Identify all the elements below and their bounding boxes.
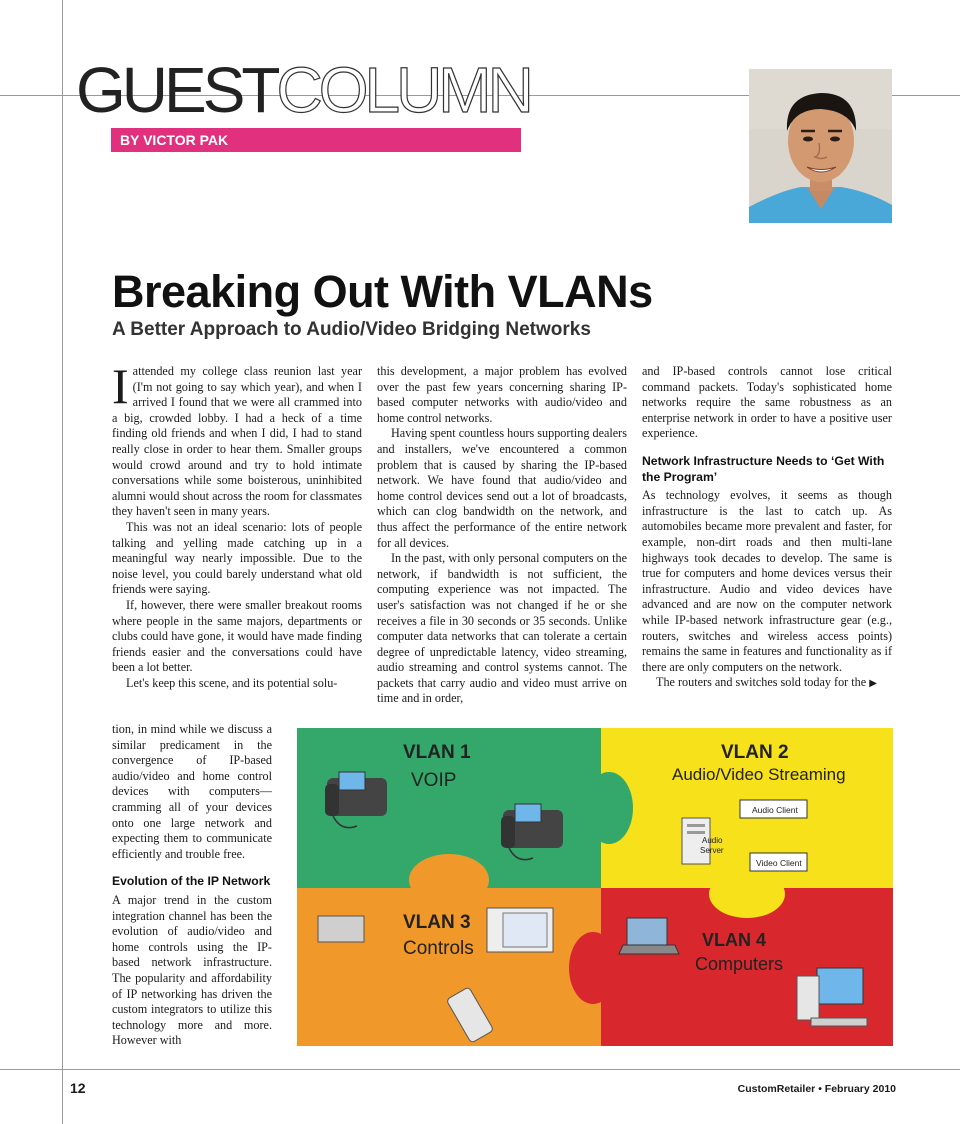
puzzle-tab (409, 854, 489, 906)
paragraph: Having spent countless hours supporting dealers and installers, we've encountered a common problem that is caused by sharing the IP-based network. We have found that audio/video and home control devices send out a lot of broadcasts, which can clog bandwidth on the network, and thus affect the performance of the entire network for all devices. (377, 426, 627, 550)
video-client-label: Video Client (756, 858, 802, 868)
paragraph: this development, a major problem has evolved over the past few years concerning sharing IP-based computer networks with audio/video and home control networks. (377, 364, 627, 425)
left-margin-rule (62, 0, 63, 1124)
vlan1-subtitle: VOIP (411, 770, 457, 791)
paragraph: A major trend in the custom integration channel has been the evolution of audio/video and home controls using the IP-based network infrastructure. The popularity and affordability of IP networking has driven the custom integrators to utilize this technology more and more. However with (112, 892, 272, 1048)
continue-arrow-icon: ▶ (869, 678, 877, 690)
column-1-bottom (112, 722, 272, 1049)
paragraph: This was not an ideal scenario: lots of people talking and yelling made catching up in a meaningful way nearly impossible. Due to the noise level, you could barely understand what old friends were saying. (112, 519, 362, 597)
audio-server-label-1: Audio (702, 836, 723, 845)
control-processor-icon (318, 916, 364, 942)
footer-rule (0, 1069, 960, 1070)
paragraph: In the past, with only personal computers on the network, if bandwidth is not sufficient, the computing experience was not impacted. The user's satisfaction was not changed if he or she receives a file in 30 seconds or 35 seconds. Unlike computer data networks that can tolerate a certain degree of unpredictable latency, video streaming, audio streaming and control systems cannot. The packets that carry audio and video must arrive on time and in order, (377, 551, 627, 706)
paragraph: and IP-based controls cannot lose critical command packets. Today's sophisticated home networks require the same robustness as an enterprise network in order to have a positive user experience. (642, 364, 892, 441)
paragraph: Let's keep this scene, and its potential solu- (126, 675, 338, 690)
paragraph: The routers and switches sold today for the (656, 675, 867, 690)
drop-cap: I (112, 358, 129, 414)
paragraph: As technology evolves, it seems as though infrastructure is the last to catch up. As automobiles became more prevalent and faster, for example, non-dirt roads and then multi-lane highways took decades to develop. The same is true for computers and home devices versus their infrastructure. Audio and video devices have advanced and are now on the computer network while IP-based network infrastructure gear (e.g., routers, switches and wireless access points) remains the same in features and functionality as if there are only computers on the network. (642, 488, 892, 674)
kicker-guest: GUEST (76, 54, 277, 126)
vlan4-subtitle: Computers (695, 954, 784, 974)
vlan4-title: VLAN 4 (702, 930, 767, 950)
audio-server-label-2: Server (700, 846, 724, 855)
column-1-top (112, 358, 362, 691)
vlan-puzzle-figure (297, 728, 893, 1046)
paragraph: attended my college class reunion last year (I'm not going to say which year), and when I arrived I found that we were all crammed into a big, crowded lobby. I had a heck of a time finding old friends and when I did, I had to stand really close in order to hear them. Smaller groups would crowd around and try to hold intimate conversations while some boisterous, uninhibited alumni would shout across the room for classmates they haven't seen in many years. (112, 364, 362, 519)
paragraph: If, however, there were smaller breakout rooms where people in the same majors, departments or clubs could have gone, it would have made finding friends easier and the conversations could have been a lot better. (112, 597, 362, 675)
kicker-column: COLUMN (276, 54, 530, 126)
puzzle-tab (569, 932, 617, 1004)
page-number: 12 (70, 1080, 86, 1096)
section-heading: Evolution of the IP Network (112, 874, 271, 889)
vlan3-subtitle: Controls (403, 938, 474, 959)
vlan2-subtitle: Audio/Video Streaming (672, 765, 846, 784)
article-headline: Breaking Out With VLANs (112, 266, 653, 317)
paragraph: tion, in mind while we discuss a similar predicament in the convergence of IP-based audio/video and home control devices with computers—cramming all of your devices onto one large network and expecting them to communicate efficiently and trouble free. (112, 722, 272, 861)
puzzle-tab (585, 772, 633, 844)
vlan3-title: VLAN 3 (403, 912, 471, 933)
audio-client-label: Audio Client (752, 805, 798, 815)
column-2 (377, 364, 627, 707)
article-subhead: A Better Approach to Audio/Video Bridging Networks (112, 319, 591, 340)
section-heading: Network Infrastructure Needs to ‘Get With the Program’ (642, 453, 885, 484)
vlan2-title: VLAN 2 (721, 742, 789, 763)
puzzle-tab (709, 870, 785, 918)
column-3 (642, 364, 892, 692)
author-photo (749, 69, 892, 223)
byline: BY VICTOR PAK (111, 128, 521, 152)
publication-footer: CustomRetailer • February 2010 (737, 1083, 896, 1095)
touch-panel-icon (487, 908, 553, 952)
vlan1-title: VLAN 1 (403, 742, 471, 763)
section-kicker (76, 54, 530, 126)
